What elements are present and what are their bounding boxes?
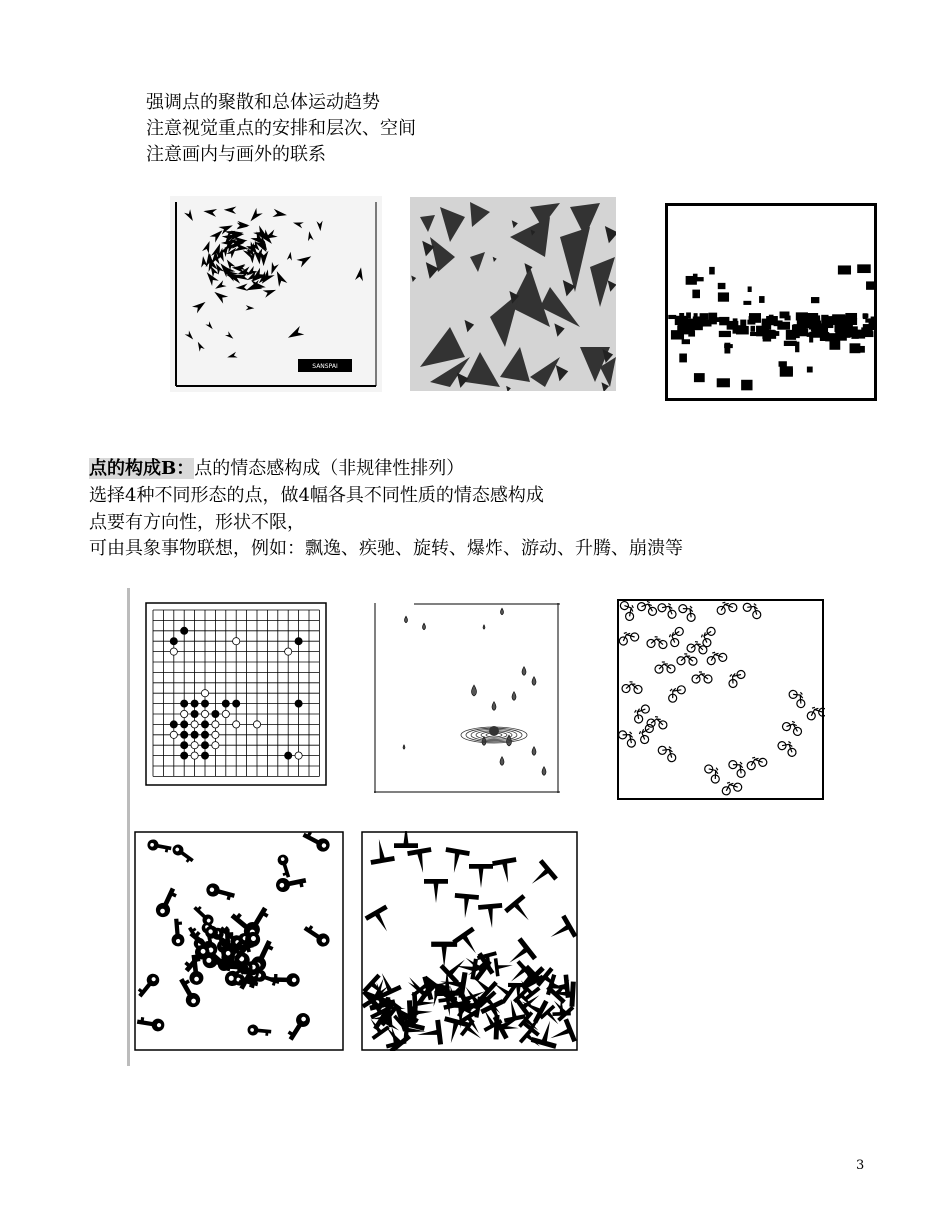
- rectangle-shape: [795, 342, 799, 353]
- rectangle-shape: [859, 346, 864, 353]
- white-stone: [201, 690, 208, 697]
- rectangle-shape: [727, 321, 739, 330]
- section-b-line-2: 点要有方向性，形状不限，: [89, 512, 305, 533]
- rectangle-shape: [823, 319, 833, 328]
- black-stone: [201, 752, 208, 759]
- droplet-shape: [522, 667, 526, 676]
- white-stone: [201, 710, 208, 717]
- arrow-swirl-composition: [170, 196, 382, 392]
- rectangle-shape: [803, 314, 809, 319]
- intro-line-3: 注意画内与画外的联系: [146, 144, 326, 165]
- rectangle-shape: [679, 316, 689, 324]
- rectangle-shape: [679, 354, 687, 363]
- rectangle-shape: [780, 312, 790, 319]
- droplet-shape: [403, 745, 405, 749]
- black-stone: [201, 721, 208, 728]
- rectangle-shape: [671, 330, 684, 339]
- black-stone: [285, 752, 292, 759]
- rectangle-band-composition: [665, 203, 877, 401]
- black-stone: [201, 700, 208, 707]
- rectangle-shape: [787, 333, 794, 337]
- rectangle-shape: [839, 319, 853, 327]
- page-number: 3: [856, 1158, 865, 1173]
- rectangle-shape: [766, 316, 778, 325]
- rectangle-shape: [823, 330, 827, 338]
- section-b-heading: [89, 457, 464, 481]
- black-stone: [191, 700, 198, 707]
- rectangle-shape: [763, 334, 771, 342]
- rectangle-shape: [743, 301, 751, 305]
- section-b-line-3: 可由具象事物联想，例如：飘逸、疾驰、旋转、爆炸、游动、升腾、崩溃等: [89, 538, 683, 559]
- rectangle-shape: [749, 313, 761, 323]
- rectangle-shape: [807, 367, 813, 373]
- white-stone: [233, 638, 240, 645]
- rectangle-shape: [811, 297, 819, 303]
- black-stone: [181, 752, 188, 759]
- triangle-scatter-composition: [410, 197, 616, 391]
- rectangle-shape: [759, 296, 764, 303]
- rectangle-shape: [860, 331, 874, 337]
- black-stone: [170, 638, 177, 645]
- rectangle-shape: [838, 265, 851, 274]
- intro-line-2: 注意视觉重点的安排和层次、空间: [146, 118, 416, 139]
- droplet-shape: [501, 608, 504, 615]
- rectangle-shape: [719, 331, 731, 337]
- rectangle-shape: [780, 366, 793, 376]
- droplet-shape: [542, 767, 546, 776]
- rectangle-shape: [857, 264, 871, 273]
- rectangle-shape: [748, 286, 752, 292]
- black-stone: [233, 700, 240, 707]
- bicycle-scatter-composition: [617, 599, 825, 801]
- black-stone: [170, 721, 177, 728]
- white-stone: [233, 721, 240, 728]
- t-shape-pile-composition: [361, 831, 578, 1051]
- splash-center: [489, 726, 499, 736]
- section-b-heading-rest: 点的情态感构成（非规律性排列）: [194, 458, 465, 479]
- rectangle-shape: [686, 276, 697, 285]
- droplet-shape: [532, 747, 536, 756]
- black-stone: [181, 731, 188, 738]
- rectangle-shape: [809, 336, 813, 342]
- rectangle-shape: [741, 380, 752, 391]
- droplet-shape: [423, 623, 426, 630]
- white-stone: [181, 710, 188, 717]
- plate-edge: [127, 588, 130, 1066]
- black-stone: [295, 638, 302, 645]
- rectangle-shape: [829, 340, 840, 350]
- white-stone: [212, 721, 219, 728]
- rectangle-shape: [842, 328, 846, 334]
- black-stone: [181, 627, 188, 634]
- rectangle-shape: [866, 281, 875, 289]
- white-stone: [222, 710, 229, 717]
- rectangle-shape: [865, 318, 877, 322]
- rectangle-shape: [850, 343, 861, 353]
- rectangle-shape: [807, 332, 820, 336]
- intro-line-1: 强调点的聚散和总体运动趋势: [146, 92, 380, 113]
- black-stone: [201, 742, 208, 749]
- rectangle-shape: [751, 326, 756, 332]
- rectangle-shape: [694, 373, 705, 382]
- rectangle-shape: [717, 378, 730, 387]
- droplet-splash-composition: [374, 603, 560, 793]
- section-b-line-1: 选择4种不同形态的点，做4幅各具不同性质的情态感构成: [89, 485, 544, 506]
- go-board-composition: [145, 602, 327, 786]
- white-stone: [253, 721, 260, 728]
- white-stone: [295, 752, 302, 759]
- key-cluster-composition: [133, 830, 345, 1052]
- black-stone: [295, 700, 302, 707]
- white-stone: [191, 752, 198, 759]
- rectangle-shape: [849, 330, 855, 337]
- section-b-heading-bold: 点的构成B：: [89, 458, 195, 479]
- black-stone: [201, 731, 208, 738]
- white-stone: [191, 721, 198, 728]
- rectangle-shape: [724, 343, 730, 354]
- white-stone: [212, 742, 219, 749]
- white-stone: [191, 742, 198, 749]
- rectangle-shape: [869, 322, 876, 330]
- white-stone: [285, 648, 292, 655]
- droplet-shape: [405, 616, 408, 623]
- black-stone: [181, 721, 188, 728]
- droplet-shape: [512, 692, 516, 701]
- droplet-shape: [500, 757, 504, 766]
- white-stone: [170, 731, 177, 738]
- rectangle-shape: [779, 361, 787, 366]
- rectangle-shape: [794, 328, 800, 338]
- rectangle-shape: [709, 267, 715, 275]
- black-stone: [191, 731, 198, 738]
- droplet-shape: [492, 702, 496, 711]
- droplet-shape: [472, 685, 477, 696]
- black-stone: [181, 742, 188, 749]
- rectangle-shape: [784, 341, 797, 346]
- rectangle-shape: [863, 314, 869, 318]
- black-stone: [222, 700, 229, 707]
- rectangle-shape: [718, 283, 726, 289]
- figure-label: SANSPAI: [312, 363, 338, 370]
- black-stone: [212, 710, 219, 717]
- white-stone: [212, 731, 219, 738]
- rectangle-shape: [718, 292, 729, 301]
- rectangle-shape: [694, 323, 703, 327]
- rectangle-shape: [682, 339, 690, 344]
- white-stone: [170, 648, 177, 655]
- rectangle-shape: [692, 290, 700, 299]
- black-stone: [191, 710, 198, 717]
- droplet-shape: [532, 677, 536, 686]
- droplet-shape: [483, 625, 485, 629]
- black-stone: [181, 700, 188, 707]
